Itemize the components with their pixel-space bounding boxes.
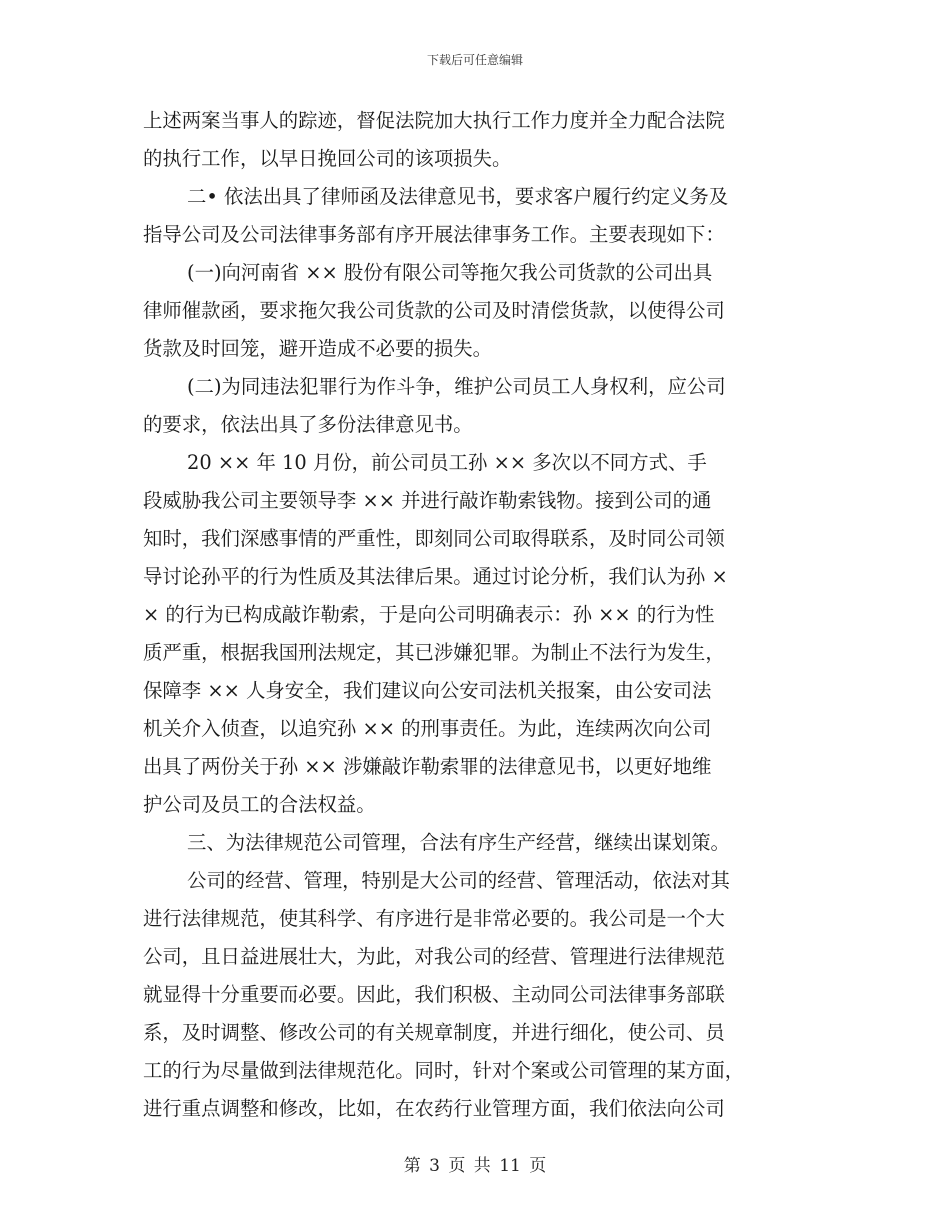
text-line: 就显得十分重要而必要。因此，我们积极、主动同公司法律事务部联: [143, 983, 725, 1006]
text-line: 指导公司及公司法律事务部有序开展法律事务工作。主要表现如下：: [143, 223, 725, 246]
page-header: 下载后可任意编辑: [426, 53, 523, 67]
text-line: 上述两案当事人的踪迹，督促法院加大执行工作力度并全力配合法院: [143, 109, 725, 132]
text-line: 货款及时回笼，避开造成不必要的损失。: [143, 337, 493, 360]
text-line: 公司，且日益进展壮大，为此，对我公司的经营、管理进行法律规范: [143, 945, 725, 968]
text-line: 知时，我们深感事情的严重性，即刻同公司取得联系，及时同公司领: [143, 527, 725, 550]
text-line: 三、为法律规范公司管理，合法有序生产经营，继续出谋划策。: [187, 831, 730, 854]
text-line: (二)为同违法犯罪行为作斗争，维护公司员工人身权利，应公司: [187, 375, 726, 398]
text-line: 公司的经营、管理，特别是大公司的经营、管理活动，依法对其: [187, 869, 730, 892]
text-line: 护公司及员工的合法权益。: [143, 793, 376, 816]
text-line: 二• 依法出具了律师函及法律意见书，要求客户履行约定义务及: [187, 185, 729, 208]
text-line: 保障李 ×× 人身安全，我们建议向公安司法机关报案，由公安司法: [143, 679, 712, 702]
text-line: 进行法律规范，使其科学、有序进行是非常必要的。我公司是一个大: [143, 907, 725, 930]
text-line: 出具了两份关于孙 ×× 涉嫌敲诈勒索罪的法律意见书，以更好地维: [143, 755, 712, 778]
text-line: 质严重，根据我国刑法规定，其已涉嫌犯罪。为制止不法行为发生，: [143, 641, 725, 664]
text-line: 的要求，依法出具了多份法律意见书。: [143, 413, 473, 436]
text-line: 机关介入侦查，以追究孙 ×× 的刑事责任。为此，连续两次向公司: [143, 717, 712, 740]
text-line: 导讨论孙平的行为性质及其法律后果。通过讨论分析，我们认为孙 ×: [143, 565, 728, 588]
document-body: [143, 102, 803, 1128]
text-line: 20 ×× 年 10 月份，前公司员工孙 ×× 多次以不同方式、手: [187, 451, 707, 474]
text-line: 的执行工作，以早日挽回公司的该项损失。: [143, 147, 512, 170]
page-footer: 第 3 页 共 11 页: [403, 1156, 547, 1176]
text-line: 律师催款函，要求拖欠我公司货款的公司及时清偿货款，以使得公司: [143, 299, 725, 322]
text-line: 工的行为尽量做到法律规范化。同时，针对个案或公司管理的某方面，: [143, 1059, 745, 1082]
text-line: 系，及时调整、修改公司的有关规章制度，并进行细化，使公司、员: [143, 1021, 725, 1044]
text-line: 进行重点调整和修改，比如，在农药行业管理方面，我们依法向公司: [143, 1097, 725, 1120]
text-line: (一)向河南省 ×× 股份有限公司等拖欠我公司货款的公司出具: [187, 261, 713, 284]
text-line: 段威胁我公司主要领导李 ×× 并进行敲诈勒索钱物。接到公司的通: [143, 489, 712, 512]
text-line: × 的行为已构成敲诈勒索，于是向公司明确表示：孙 ×× 的行为性: [143, 603, 715, 626]
